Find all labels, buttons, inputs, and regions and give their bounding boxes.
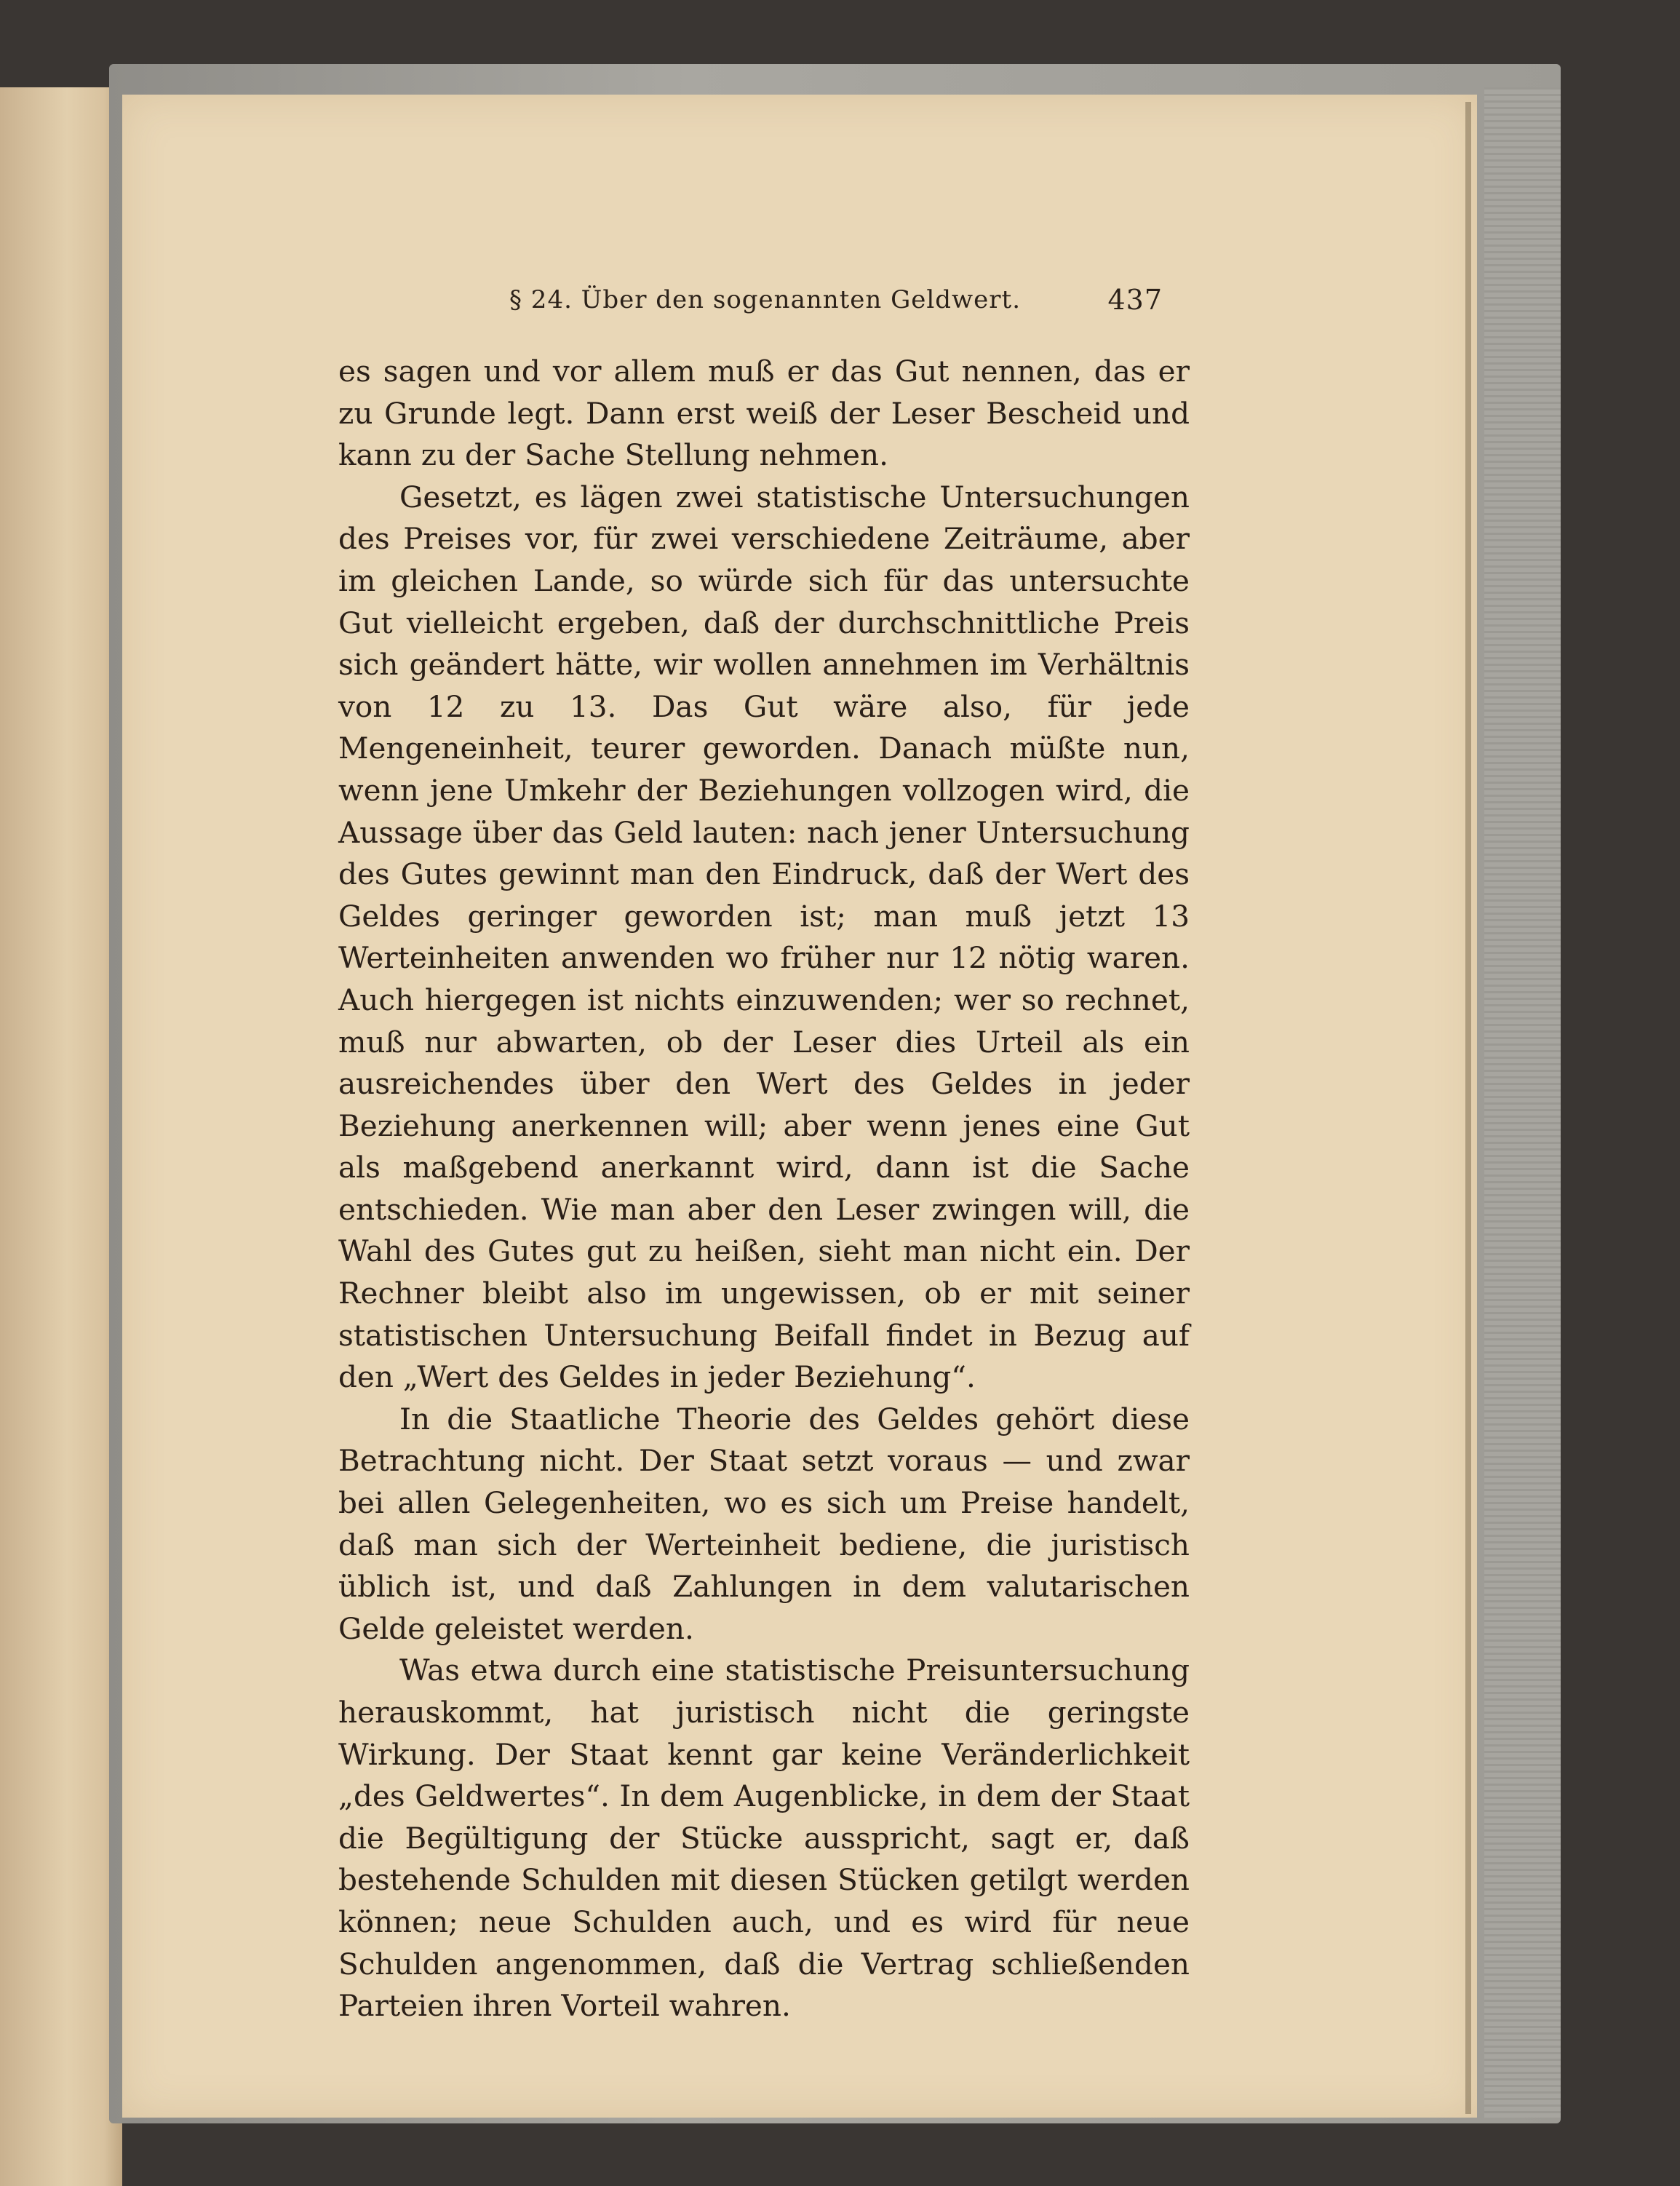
paragraph: In die Staatliche Theorie des Geldes gehört diese Betrachtung nicht. Der Staat setzt voraus — und zwar bei allen Gelegenheiten, wo es sich um Preise handelt, daß man sich der Werteinheit bediene, die juristisch üblich ist, und daß Zahlungen in dem valutarischen Gelde geleistet werden.	[338, 1401, 1190, 1646]
body-text	[338, 351, 1190, 2027]
paragraph: Gesetzt, es lägen zwei statistische Untersuchungen des Preises vor, für zwei verschiedene Zeiträume, aber im gleichen Lande, so würde sich für das untersuchte Gut vielleicht ergeben, daß der durchschnittliche Preis sich geändert hätte, wir wollen annehmen im Verhältnis von 12 zu 13. Das Gut wäre also, für jede Mengeneinheit, teurer geworden. Danach müßte nun, wenn jene Umkehr der Beziehungen vollzogen wird, die Aussage über das Geld lauten: nach jener Untersuchung des Gutes gewinnt man den Eindruck, daß der Wert des Geldes geringer geworden ist; man muß jetzt 13 Werteinheiten anwenden wo früher nur 12 nötig waren. Auch hiergegen ist nichts einzuwenden; wer so rechnet, muß nur abwarten, ob der Leser dies Urteil als ein ausreichendes über den Wert des Geldes in jeder Beziehung anerkennen will; aber wenn jenes eine Gut als maßgebend anerkannt wird, dann ist die Sache entschieden. Wie man aber den Leser zwingen will, die Wahl des Gutes gut zu heißen, sieht man nicht ein. Der Rechner bleibt also im ungewissen, ob er mit seiner statistischen Untersuchung Beifall findet in Bezug auf den „Wert des Geldes in jeder Beziehung“.	[338, 479, 1190, 1395]
book-cover-edge	[1484, 87, 1561, 2118]
page-edge-line	[1465, 102, 1471, 2114]
paragraph: Was etwa durch eine statistische Preisuntersuchung herauskommt, hat juristisch nicht die geringste Wirkung. Der Staat kennt gar keine Veränderlichkeit „des Geldwertes“. In dem Augenblicke, in dem der Staat die Begültigung der Stücke ausspricht, sagt er, daß bestehende Schulden mit diesen Stücken getilgt werden können; neue Schulden auch, und es wird für neue Schulden angenommen, daß die Vertrag schließenden Parteien ihren Vorteil wahren.	[338, 1653, 1190, 2024]
paragraph: es sagen und vor allem muß er das Gut nennen, das er zu Grunde legt. Dann erst weiß der Leser Bescheid und kann zu der Sache Stellung nehmen.	[338, 354, 1190, 473]
facing-page-edge	[0, 87, 122, 2186]
page-number: 437	[1107, 284, 1163, 316]
running-header	[509, 285, 1179, 326]
running-header-title: § 24. Über den sogenannten Geldwert.	[509, 285, 1022, 314]
